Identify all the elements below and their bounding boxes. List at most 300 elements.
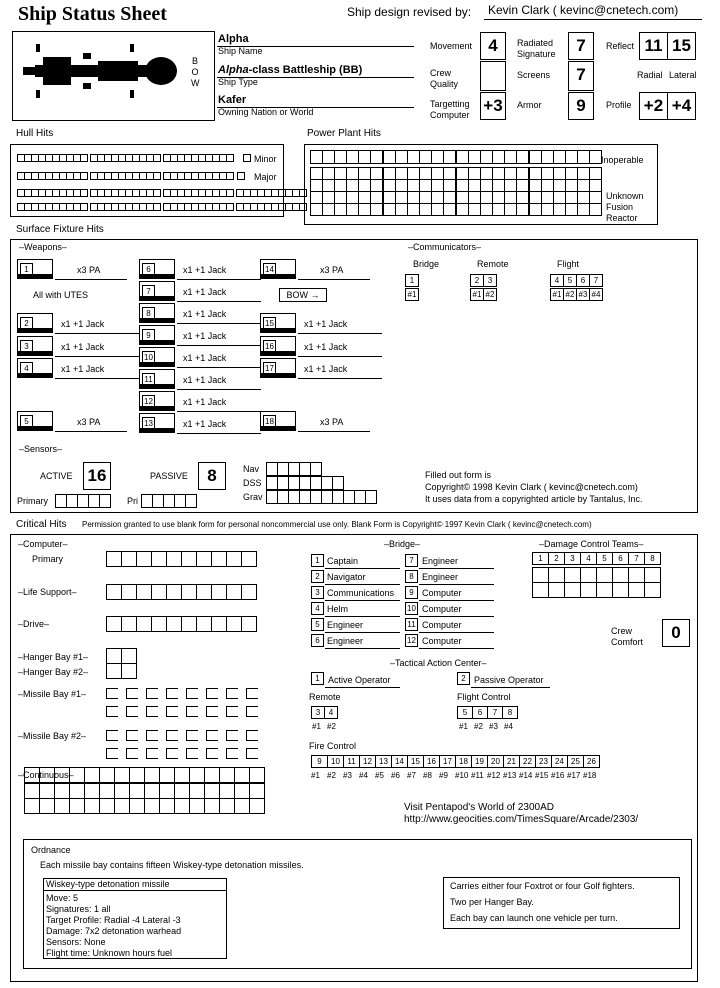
hit-box[interactable] xyxy=(250,799,265,814)
hit-box[interactable] xyxy=(279,190,286,197)
hit-box[interactable] xyxy=(107,664,122,679)
hit-box[interactable] xyxy=(220,799,235,814)
hit-box[interactable] xyxy=(46,155,53,162)
hit-box[interactable] xyxy=(481,151,493,164)
hit-box[interactable] xyxy=(384,168,396,180)
hit-box[interactable] xyxy=(289,477,300,490)
hit-box[interactable] xyxy=(122,617,137,632)
hit-box[interactable] xyxy=(359,192,371,204)
bridge-station-cell[interactable]: 8 xyxy=(405,570,418,583)
comm-bridge-id[interactable]: #1 xyxy=(405,288,419,301)
hit-box[interactable] xyxy=(212,552,227,567)
hit-box[interactable] xyxy=(199,173,206,180)
hit-box[interactable] xyxy=(18,190,25,197)
hit-box[interactable] xyxy=(40,768,55,783)
hit-box[interactable] xyxy=(457,168,469,180)
comm-flight-id[interactable]: #2 xyxy=(563,288,577,301)
hit-box[interactable] xyxy=(396,151,408,164)
weapon-mount[interactable] xyxy=(139,391,175,411)
comm-remote-cell[interactable]: 2 xyxy=(470,274,484,287)
hit-box[interactable] xyxy=(18,155,25,162)
damage-control-cell[interactable]: 4 xyxy=(580,552,597,565)
hit-box[interactable] xyxy=(160,768,175,783)
hit-box[interactable] xyxy=(39,190,46,197)
comm-remote-id[interactable]: #1 xyxy=(470,288,484,301)
hit-box[interactable] xyxy=(227,617,242,632)
hit-box[interactable] xyxy=(265,204,272,211)
hit-box[interactable] xyxy=(311,192,323,204)
hit-box[interactable] xyxy=(74,204,81,211)
hit-box[interactable] xyxy=(220,155,227,162)
hit-box[interactable] xyxy=(250,768,265,783)
hit-box[interactable] xyxy=(137,617,152,632)
hit-box[interactable] xyxy=(530,168,542,180)
hit-box[interactable] xyxy=(126,190,133,197)
drive-grid[interactable] xyxy=(106,616,257,632)
hit-box[interactable] xyxy=(56,495,67,508)
missile-slot[interactable] xyxy=(186,688,198,699)
hit-box[interactable] xyxy=(227,173,234,180)
hit-box[interactable] xyxy=(286,190,293,197)
power-unknown-grid[interactable] xyxy=(529,167,602,216)
hull-hit-row[interactable] xyxy=(163,154,234,162)
comm-flight-id[interactable]: #1 xyxy=(550,288,564,301)
hit-box[interactable] xyxy=(46,204,53,211)
hit-box[interactable] xyxy=(549,568,565,583)
hit-box[interactable] xyxy=(493,192,505,204)
missile-slot[interactable] xyxy=(146,688,158,699)
hit-box[interactable] xyxy=(32,204,39,211)
hit-box[interactable] xyxy=(53,155,60,162)
hit-box[interactable] xyxy=(505,180,517,192)
hit-box[interactable] xyxy=(590,180,602,192)
bridge-station-cell[interactable]: 12 xyxy=(405,634,418,647)
hit-box[interactable] xyxy=(396,204,408,216)
hit-box[interactable] xyxy=(323,180,335,192)
missile-slot[interactable] xyxy=(146,706,158,717)
weapon-mount[interactable] xyxy=(139,281,175,301)
hit-box[interactable] xyxy=(554,204,566,216)
hit-box[interactable] xyxy=(244,204,251,211)
hit-box[interactable] xyxy=(384,180,396,192)
hit-box[interactable] xyxy=(251,190,258,197)
hit-box[interactable] xyxy=(213,204,220,211)
hit-box[interactable] xyxy=(347,151,359,164)
hull-hit-row[interactable] xyxy=(17,154,88,162)
hit-box[interactable] xyxy=(311,477,322,490)
hit-box[interactable] xyxy=(126,173,133,180)
hit-box[interactable] xyxy=(469,151,481,164)
hit-box[interactable] xyxy=(469,168,481,180)
fire-control-cell[interactable]: 25 xyxy=(567,755,584,768)
missile-slot[interactable] xyxy=(246,730,258,741)
damage-control-cell[interactable]: 1 xyxy=(532,552,549,565)
hit-box[interactable] xyxy=(408,192,420,204)
dss-sensor-grid[interactable] xyxy=(266,476,344,490)
fire-control-cell[interactable]: 17 xyxy=(439,755,456,768)
hit-box[interactable] xyxy=(272,190,279,197)
hit-box[interactable] xyxy=(227,155,234,162)
hit-box[interactable] xyxy=(645,568,661,583)
weapon-mount[interactable] xyxy=(260,358,296,378)
hit-box[interactable] xyxy=(171,190,178,197)
hit-box[interactable] xyxy=(122,664,137,679)
hit-box[interactable] xyxy=(105,204,112,211)
hit-box[interactable] xyxy=(323,192,335,204)
hit-box[interactable] xyxy=(289,491,300,504)
power-inoperable-grid[interactable] xyxy=(456,150,529,164)
bridge-station-cell[interactable]: 2 xyxy=(311,570,324,583)
hit-box[interactable] xyxy=(542,192,554,204)
hit-box[interactable] xyxy=(18,173,25,180)
hit-box[interactable] xyxy=(542,180,554,192)
hit-box[interactable] xyxy=(444,168,456,180)
hit-box[interactable] xyxy=(371,204,383,216)
hit-box[interactable] xyxy=(119,173,126,180)
hit-box[interactable] xyxy=(32,173,39,180)
hit-box[interactable] xyxy=(145,784,160,799)
comm-bridge-cell[interactable]: 1 xyxy=(405,274,419,287)
hit-box[interactable] xyxy=(164,173,171,180)
continuous-grid[interactable] xyxy=(24,767,265,783)
hit-box[interactable] xyxy=(60,155,67,162)
hit-box[interactable] xyxy=(133,155,140,162)
hit-box[interactable] xyxy=(227,585,242,600)
hit-box[interactable] xyxy=(242,585,257,600)
hit-box[interactable] xyxy=(554,168,566,180)
hit-box[interactable] xyxy=(112,173,119,180)
power-inoperable-grid[interactable] xyxy=(310,150,383,164)
hit-box[interactable] xyxy=(396,180,408,192)
hit-box[interactable] xyxy=(25,173,32,180)
hit-box[interactable] xyxy=(32,155,39,162)
hit-box[interactable] xyxy=(85,784,100,799)
hit-box[interactable] xyxy=(18,204,25,211)
hit-box[interactable] xyxy=(178,204,185,211)
hit-box[interactable] xyxy=(206,204,213,211)
hit-box[interactable] xyxy=(235,799,250,814)
hit-box[interactable] xyxy=(175,768,190,783)
hit-box[interactable] xyxy=(566,151,578,164)
hit-box[interactable] xyxy=(53,204,60,211)
hit-box[interactable] xyxy=(566,168,578,180)
hit-box[interactable] xyxy=(81,190,88,197)
weapon-mount[interactable] xyxy=(139,413,175,433)
hit-box[interactable] xyxy=(100,768,115,783)
hit-box[interactable] xyxy=(122,649,137,664)
comm-flight-cell[interactable]: 7 xyxy=(589,274,603,287)
hit-box[interactable] xyxy=(530,204,542,216)
hit-box[interactable] xyxy=(126,204,133,211)
missile-slot[interactable] xyxy=(206,748,218,759)
hit-box[interactable] xyxy=(100,784,115,799)
hit-box[interactable] xyxy=(137,585,152,600)
comm-flight-id[interactable]: #3 xyxy=(576,288,590,301)
hit-box[interactable] xyxy=(185,190,192,197)
hit-box[interactable] xyxy=(278,477,289,490)
hit-box[interactable] xyxy=(384,151,396,164)
hit-box[interactable] xyxy=(457,180,469,192)
tac-flight-cell[interactable]: 5 xyxy=(457,706,473,719)
weapon-mount[interactable] xyxy=(139,259,175,279)
hit-box[interactable] xyxy=(192,155,199,162)
hit-box[interactable] xyxy=(242,552,257,567)
hit-box[interactable] xyxy=(206,155,213,162)
hull-hit-row[interactable] xyxy=(17,189,88,197)
hit-box[interactable] xyxy=(258,190,265,197)
hit-box[interactable] xyxy=(227,552,242,567)
comm-flight-id[interactable]: #4 xyxy=(589,288,603,301)
hit-box[interactable] xyxy=(335,192,347,204)
hit-box[interactable] xyxy=(140,155,147,162)
hit-box[interactable] xyxy=(220,204,227,211)
hit-box[interactable] xyxy=(566,204,578,216)
hit-box[interactable] xyxy=(212,585,227,600)
url-text[interactable]: http://www.geocities.com/TimesSquare/Arcade/2303/ xyxy=(404,814,639,825)
hit-box[interactable] xyxy=(420,151,432,164)
hit-box[interactable] xyxy=(578,180,590,192)
hit-box[interactable] xyxy=(81,173,88,180)
hit-box[interactable] xyxy=(133,190,140,197)
hit-box[interactable] xyxy=(300,463,311,476)
hit-box[interactable] xyxy=(408,180,420,192)
hit-box[interactable] xyxy=(530,192,542,204)
hit-box[interactable] xyxy=(333,477,344,490)
hit-box[interactable] xyxy=(590,204,602,216)
hit-box[interactable] xyxy=(130,768,145,783)
hit-box[interactable] xyxy=(420,192,432,204)
hit-box[interactable] xyxy=(542,168,554,180)
hit-box[interactable] xyxy=(133,173,140,180)
hit-box[interactable] xyxy=(347,168,359,180)
hit-box[interactable] xyxy=(581,568,597,583)
hit-box[interactable] xyxy=(25,190,32,197)
hull-hit-row[interactable] xyxy=(90,172,161,180)
hit-box[interactable] xyxy=(147,155,154,162)
hit-box[interactable] xyxy=(89,495,100,508)
weapon-mount[interactable] xyxy=(139,325,175,345)
missile-slot[interactable] xyxy=(206,706,218,717)
hit-box[interactable] xyxy=(185,173,192,180)
weapon-mount[interactable] xyxy=(139,347,175,367)
hit-box[interactable] xyxy=(311,180,323,192)
hit-box[interactable] xyxy=(25,204,32,211)
hit-box[interactable] xyxy=(272,204,279,211)
hit-box[interactable] xyxy=(175,495,186,508)
hit-box[interactable] xyxy=(142,495,153,508)
fire-control-cell[interactable]: 18 xyxy=(455,755,472,768)
fire-control-cell[interactable]: 21 xyxy=(503,755,520,768)
damage-control-cell[interactable]: 6 xyxy=(612,552,629,565)
hull-hit-row[interactable] xyxy=(17,203,88,211)
weapon-mount[interactable] xyxy=(260,313,296,333)
missile-slot[interactable] xyxy=(166,706,178,717)
hit-box[interactable] xyxy=(60,204,67,211)
hit-box[interactable] xyxy=(300,491,311,504)
hit-box[interactable] xyxy=(67,173,74,180)
hit-box[interactable] xyxy=(371,192,383,204)
damage-control-cell[interactable]: 2 xyxy=(548,552,565,565)
hit-box[interactable] xyxy=(347,204,359,216)
hit-box[interactable] xyxy=(98,173,105,180)
hit-box[interactable] xyxy=(235,768,250,783)
hit-box[interactable] xyxy=(311,168,323,180)
hit-box[interactable] xyxy=(39,155,46,162)
hit-box[interactable] xyxy=(530,180,542,192)
hit-box[interactable] xyxy=(645,583,661,598)
comm-flight-cell[interactable]: 5 xyxy=(563,274,577,287)
hit-box[interactable] xyxy=(178,155,185,162)
hit-box[interactable] xyxy=(175,799,190,814)
hit-box[interactable] xyxy=(344,491,355,504)
missile-slot[interactable] xyxy=(126,688,138,699)
missile-slot[interactable] xyxy=(246,748,258,759)
hit-box[interactable] xyxy=(493,204,505,216)
hit-box[interactable] xyxy=(251,204,258,211)
missile-slot[interactable] xyxy=(146,748,158,759)
hit-box[interactable] xyxy=(40,784,55,799)
missile-slot[interactable] xyxy=(126,730,138,741)
hit-box[interactable] xyxy=(70,799,85,814)
hit-box[interactable] xyxy=(420,204,432,216)
hit-box[interactable] xyxy=(408,168,420,180)
hit-box[interactable] xyxy=(205,799,220,814)
hit-box[interactable] xyxy=(74,190,81,197)
hit-box[interactable] xyxy=(67,495,78,508)
hit-box[interactable] xyxy=(237,204,244,211)
hull-hit-row[interactable] xyxy=(236,189,307,197)
hit-box[interactable] xyxy=(220,190,227,197)
hit-box[interactable] xyxy=(119,204,126,211)
hit-box[interactable] xyxy=(152,585,167,600)
hit-box[interactable] xyxy=(119,155,126,162)
hit-box[interactable] xyxy=(444,192,456,204)
comm-flight-cell[interactable]: 6 xyxy=(576,274,590,287)
hit-box[interactable] xyxy=(444,204,456,216)
hit-box[interactable] xyxy=(335,168,347,180)
hit-box[interactable] xyxy=(91,204,98,211)
hit-box[interactable] xyxy=(167,617,182,632)
hit-box[interactable] xyxy=(311,463,322,476)
hit-box[interactable] xyxy=(371,180,383,192)
hit-box[interactable] xyxy=(100,495,111,508)
weapon-mount[interactable] xyxy=(139,303,175,323)
hit-box[interactable] xyxy=(85,799,100,814)
hit-box[interactable] xyxy=(237,190,244,197)
hit-box[interactable] xyxy=(25,799,40,814)
hit-box[interactable] xyxy=(278,463,289,476)
hit-box[interactable] xyxy=(171,155,178,162)
missile-slot[interactable] xyxy=(106,688,118,699)
hit-box[interactable] xyxy=(74,173,81,180)
primary-sensor-grid[interactable] xyxy=(55,494,111,508)
hit-box[interactable] xyxy=(107,649,122,664)
hit-box[interactable] xyxy=(105,173,112,180)
hit-box[interactable] xyxy=(566,192,578,204)
tac-remote-cell[interactable]: 3 xyxy=(311,706,325,719)
hit-box[interactable] xyxy=(408,204,420,216)
missile-slot[interactable] xyxy=(226,748,238,759)
hit-box[interactable] xyxy=(444,180,456,192)
power-inoperable-grid[interactable] xyxy=(529,150,602,164)
tac-remote-cell[interactable]: 4 xyxy=(324,706,338,719)
hit-box[interactable] xyxy=(105,190,112,197)
hit-box[interactable] xyxy=(60,190,67,197)
hit-box[interactable] xyxy=(554,192,566,204)
hit-box[interactable] xyxy=(542,204,554,216)
fire-control-cell[interactable]: 14 xyxy=(391,755,408,768)
fire-control-cell[interactable]: 22 xyxy=(519,755,536,768)
hit-box[interactable] xyxy=(517,168,529,180)
damage-control-cell[interactable]: 7 xyxy=(628,552,645,565)
hit-box[interactable] xyxy=(186,495,197,508)
hit-box[interactable] xyxy=(279,204,286,211)
hit-box[interactable] xyxy=(335,151,347,164)
hit-box[interactable] xyxy=(145,799,160,814)
hit-box[interactable] xyxy=(190,784,205,799)
hit-box[interactable] xyxy=(107,617,122,632)
weapon-mount[interactable] xyxy=(17,336,53,356)
hit-box[interactable] xyxy=(199,155,206,162)
hull-hit-row[interactable] xyxy=(163,189,234,197)
hit-box[interactable] xyxy=(55,799,70,814)
hit-box[interactable] xyxy=(347,192,359,204)
hit-box[interactable] xyxy=(182,585,197,600)
hit-box[interactable] xyxy=(130,799,145,814)
hit-box[interactable] xyxy=(140,190,147,197)
fire-control-cell[interactable]: 23 xyxy=(535,755,552,768)
hit-box[interactable] xyxy=(199,204,206,211)
hit-box[interactable] xyxy=(40,799,55,814)
hit-box[interactable] xyxy=(152,617,167,632)
missile-slot[interactable] xyxy=(126,706,138,717)
hit-box[interactable] xyxy=(98,155,105,162)
damage-control-cell[interactable]: 8 xyxy=(644,552,661,565)
hit-box[interactable] xyxy=(105,155,112,162)
hit-box[interactable] xyxy=(70,768,85,783)
hit-box[interactable] xyxy=(115,768,130,783)
hit-box[interactable] xyxy=(74,155,81,162)
hit-box[interactable] xyxy=(481,168,493,180)
missile-slot[interactable] xyxy=(206,730,218,741)
hit-box[interactable] xyxy=(178,173,185,180)
hit-box[interactable] xyxy=(597,583,613,598)
hit-box[interactable] xyxy=(549,583,565,598)
hit-box[interactable] xyxy=(70,784,85,799)
hit-box[interactable] xyxy=(46,190,53,197)
hit-box[interactable] xyxy=(192,173,199,180)
hit-box[interactable] xyxy=(505,168,517,180)
hit-box[interactable] xyxy=(220,768,235,783)
comm-remote-cell[interactable]: 3 xyxy=(483,274,497,287)
fire-control-cell[interactable]: 26 xyxy=(583,755,600,768)
hit-box[interactable] xyxy=(565,583,581,598)
hit-box[interactable] xyxy=(55,784,70,799)
hit-box[interactable] xyxy=(185,204,192,211)
hit-box[interactable] xyxy=(178,190,185,197)
hit-box[interactable] xyxy=(130,784,145,799)
hit-box[interactable] xyxy=(147,204,154,211)
hit-box[interactable] xyxy=(384,192,396,204)
hit-box[interactable] xyxy=(323,151,335,164)
missile-slot[interactable] xyxy=(166,730,178,741)
hit-box[interactable] xyxy=(119,190,126,197)
hit-box[interactable] xyxy=(220,173,227,180)
hit-box[interactable] xyxy=(206,190,213,197)
hit-box[interactable] xyxy=(112,204,119,211)
missile-slot[interactable] xyxy=(186,730,198,741)
hit-box[interactable] xyxy=(145,768,160,783)
